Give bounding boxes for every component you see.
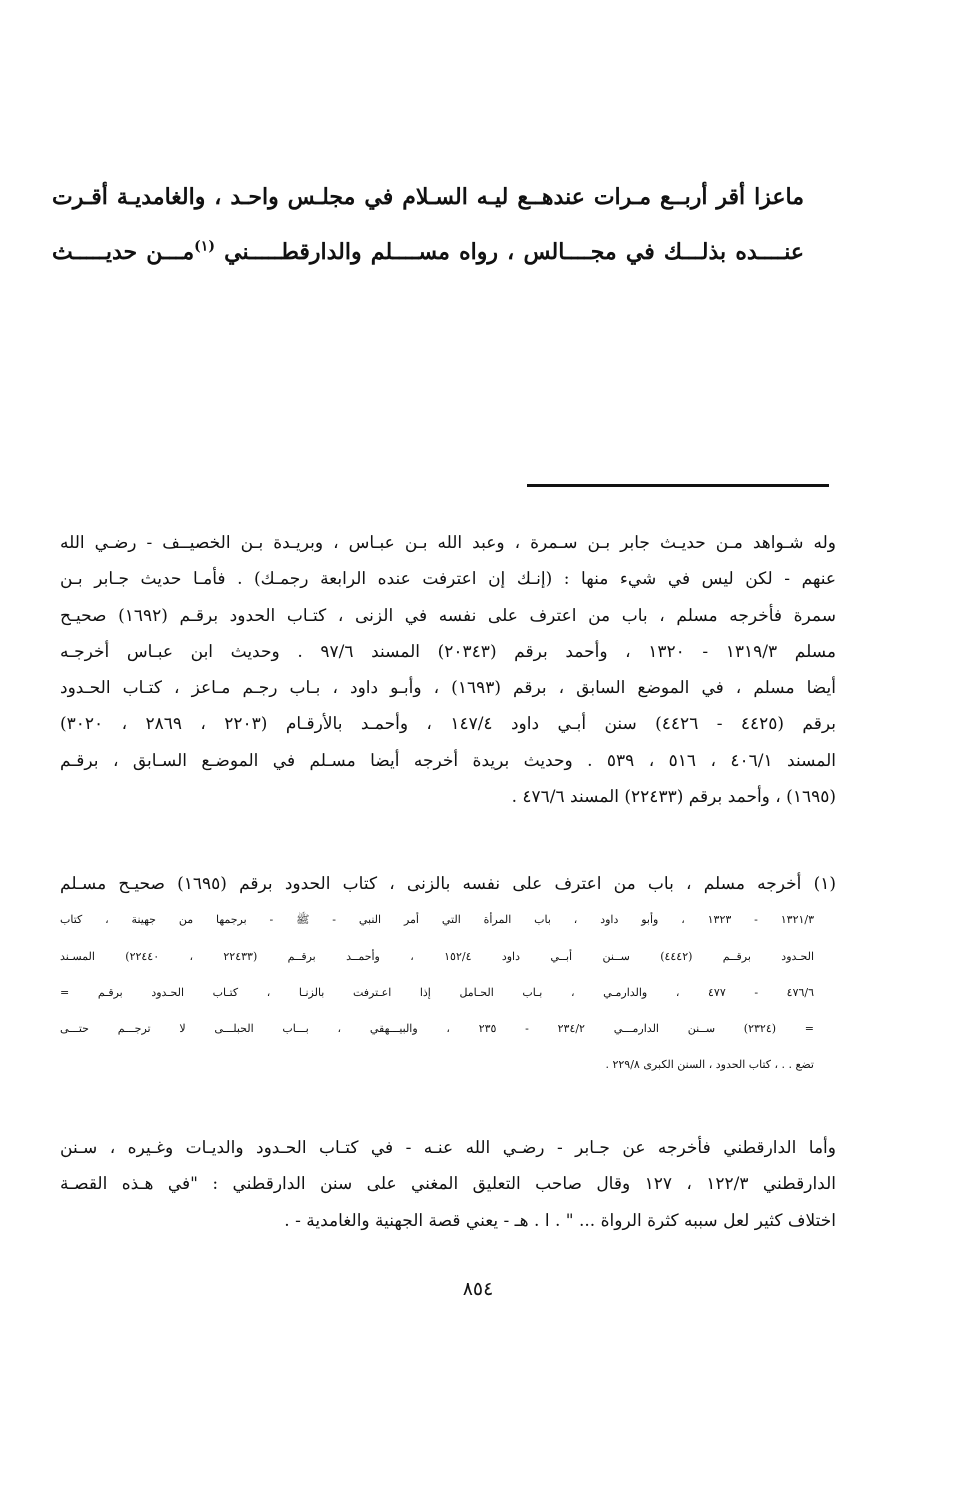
main-text-line-1: ماعزا أقر أربــع مـرات عندهــع ليـه السـلام في مجلـس واحـد ، والغامديـة أقـرت (52, 184, 804, 210)
daraqutni-note (60, 1130, 836, 1239)
footnote-line-text: أخرجه مسلم ، باب من اعترف على نفسه بالزنى ، كتاب الحدود برقم (١٦٩٥) صحيـح مسـلم (60, 874, 802, 894)
note-line: الدارقطني ١٢٢/٣ ، ١٢٧ وقال صاحب التعليق المغني على سنن الدارقطني : "في هـذه القصـة (60, 1174, 837, 1195)
main-body-text (52, 170, 804, 280)
footnote-line: = (٢٣٢٤) ســنن الدارمـــي ٢٣٤/٢ - ٢٣٥ ، والبيـــهقي ، بـــاب الحبلـــى لا ترجـــم حتـــى (60, 1022, 814, 1036)
footnote-line: الحـدود برقــم (٤٤٤٢) ســنن أبــي داود ١٥٢/٤ ، وأحمــد برقــم (٢٢٤٣٣ ، ٢٢٤٤٠) المسـند (60, 949, 815, 963)
note-line: اختلاف كثير لعل سببه كثرة الرواة ... " . ا . هـ - يعني قصة الجهنية والغامدية - . (284, 1210, 836, 1231)
note-line: برقم (٤٤٢٥ - ٤٤٢٦) سنن أبـي داود ١٤٧/٤ ، وأحمـد بالأرقـام (٢٢٠٣ ، ٢٨٦٩ ، ٣٠٢٠) (60, 714, 836, 735)
main-text-line-2-start: عنــــده بذلـــك في مجــــالس ، رواه مســــلم والدارقطـــــني (224, 239, 804, 265)
page-number: ٨٥٤ (462, 1278, 494, 1300)
main-text-line-2-end: مـــن حديـــــث (52, 239, 195, 265)
footnote-1 (60, 866, 836, 1084)
note-line: المسند ٤٠٦/١ ، ٥١٦ ، ٥٣٩ . وحديث بريدة أخرجه أيضا مسـلم في الموضـع السـابق ، برقـم (60, 750, 836, 771)
witnesses-note (60, 525, 836, 815)
footnote-line (60, 866, 836, 902)
note-line: وأما الدارقطني فأخرجه عن جـابر - رضـي الله عنـه - في كتـاب الحـدود والديـات وغـيره ، سـنن (60, 1138, 836, 1158)
note-line: وله شـواهد مـن حديـث جابر بـن سـمرة ، وعبد الله بـن عبـاس ، وبريـدة بـن الخصيــف - رضـي الله (60, 533, 836, 553)
note-line: عنهم - لكن ليس في شيء منها : (إنـك إن اعترفت عنده الرابعة رجمـك) . فأمـا حديث جـابر بـن (60, 569, 836, 590)
footnote-line: تضع . . ، كتاب الحدود ، السنن الكبرى ٢٢٩/٨ . (605, 1058, 814, 1072)
note-line: سمرة فأخرجه مسلم ، باب من اعترف على نفسه في الزنى ، كتـاب الحدود برقـم (١٦٩٢) صحيـح (60, 605, 837, 626)
footnote-line: ١٣٢١/٣ - ١٣٢٣ ، وأبو داود ، باب المرأة التي أمر النبي - ﷺ - برجمها من جهينة ، كتاب (60, 913, 814, 927)
footnote-line: ٤٧٦/٦ - ٤٧٧ ، والدارمـي ، بـاب الحـامل إذا اعـترفت بالزنـا ، كتـاب الحـدود برقـم = (60, 985, 814, 999)
note-line: أيضا مسلم ، في الموضع السابق ، برقم (١٦٩٣) ، وأبـو داود ، بـاب رجـم مـاعز ، كتـاب الحـدود (60, 678, 836, 699)
footnote-number: (١) (813, 874, 836, 894)
note-line: (١٦٩٥) ، وأحمد برقم (٢٢٤٣٣) المسند ٤٧٦/٦ . (511, 787, 836, 808)
note-line: مسلم ١٣١٩/٣ - ١٣٢٠ ، وأحمد برقم (٢٠٣٤٣) المسند ٩٧/٦ . وحديث ابن عبـاس أخرجـه (60, 641, 836, 662)
main-text-line-2 (52, 225, 804, 280)
footnote-separator-rule (527, 484, 829, 487)
footnote-reference: (١) (194, 238, 215, 255)
